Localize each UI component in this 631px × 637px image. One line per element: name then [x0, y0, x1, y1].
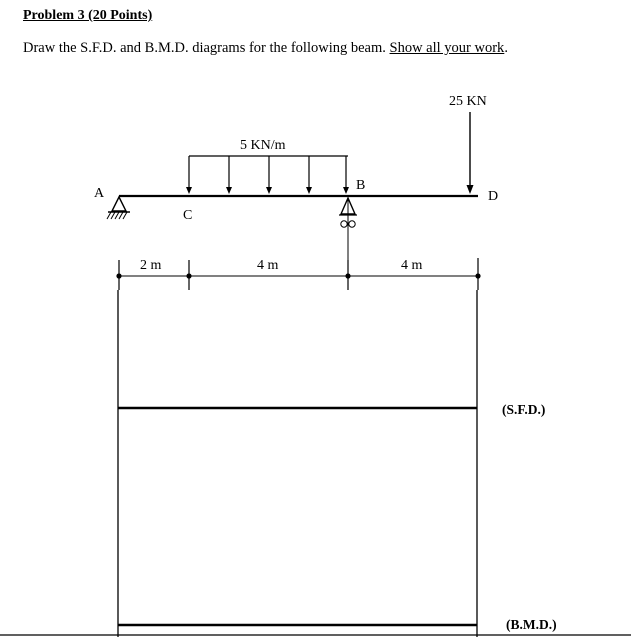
span-cb-label: 4 m	[257, 258, 279, 273]
instruction-emphasis: Show all your work	[389, 40, 505, 56]
point-b-label: B	[356, 178, 366, 193]
span-ac-label: 2 m	[140, 258, 162, 273]
bmd-label: (B.M.D.)	[506, 617, 557, 632]
point-c-label: C	[183, 208, 193, 223]
sfd-label: (S.F.D.)	[502, 402, 546, 417]
point-load-label: 25 KN	[449, 94, 487, 109]
point-a-label: A	[94, 186, 105, 201]
point-load-arrow	[467, 112, 474, 194]
span-bd-label: 4 m	[401, 258, 423, 273]
problem-title: Problem 3 (20 Points)	[23, 8, 153, 23]
dimension-line	[116, 258, 480, 290]
pin-support-a	[107, 197, 130, 219]
distributed-load-label: 5 KN/m	[240, 138, 286, 153]
instruction-prefix: Draw the S.F.D. and B.M.D. diagrams for the following beam.	[23, 40, 390, 56]
distributed-load	[186, 156, 349, 194]
roller-support-b	[339, 198, 357, 268]
instruction-suffix: .	[504, 40, 508, 56]
point-d-label: D	[488, 189, 499, 204]
diagram-frame	[118, 290, 477, 637]
